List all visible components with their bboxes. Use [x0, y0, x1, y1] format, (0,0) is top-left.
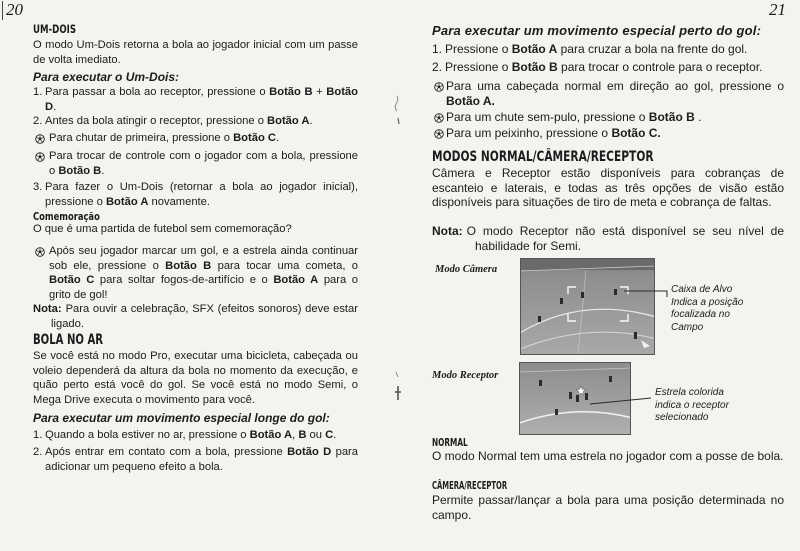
bold-term: Botão C	[233, 132, 276, 144]
soccer-ball-icon	[434, 129, 444, 139]
heading-text: UM-DOIS	[33, 22, 77, 36]
text-run: para trocar o controle para o receptor.	[557, 60, 763, 74]
text-run: Pressione o	[445, 42, 512, 56]
bold-term: Botão B	[648, 110, 695, 124]
bold-term: Botão A	[273, 274, 319, 287]
bold-term: Botão B	[511, 60, 558, 74]
text-run: Pressione o	[445, 60, 512, 74]
modo-camera-screenshot	[520, 258, 655, 355]
binding-edge-mark	[2, 1, 3, 20]
text-run: Após entrar em contato com a bola, pressione	[45, 446, 288, 458]
text-run: para adicionar um pequeno efeito a bola.	[45, 446, 358, 473]
perto-do-gol-bullet-1	[432, 79, 784, 108]
scan-artifact	[398, 118, 399, 124]
text-run: para cruzar a bola na frente do gol.	[557, 42, 748, 56]
bullet-text	[49, 131, 358, 146]
bullet-marker	[432, 79, 446, 108]
text-run: Para uma cabeçada normal em direção ao gol, pressione o	[446, 79, 784, 93]
bold-term: Botão B	[269, 86, 313, 98]
bullet-marker	[432, 126, 446, 141]
modos-note	[432, 224, 784, 253]
section-heading-modos	[432, 149, 784, 165]
bold-term: Botão A.	[446, 93, 495, 108]
bola-no-ar-step-1	[33, 428, 358, 443]
text-run: .	[309, 115, 313, 127]
bold-term: C	[325, 429, 334, 441]
step-text	[45, 180, 358, 209]
step-number: 2.	[33, 446, 43, 458]
section-heading-bola-no-ar	[33, 332, 358, 348]
bullet-text	[446, 79, 784, 108]
text-run: .	[101, 164, 105, 177]
text-run: Para um peixinho, pressione o	[446, 126, 612, 140]
bola-no-ar-intro: Se você está no modo Pro, executar uma bicicleta, cabeçada ou voleio dependerá da altura da bola no momento da execução, e quão perto está você do gol. Se você está no modo Semi, o Mega Drive executa o movimento para você.	[33, 350, 358, 407]
um-dois-bullet-2	[33, 149, 358, 178]
step-text	[445, 42, 784, 57]
step-number: 1.	[432, 42, 443, 56]
step-text	[45, 445, 358, 474]
scan-artifact	[395, 386, 401, 400]
step-number: 1.	[33, 86, 43, 98]
bullet-marker	[33, 131, 49, 146]
comemoracao-note	[33, 302, 358, 331]
text-run: .	[275, 132, 280, 144]
text-run: Antes da bola atingir o receptor, pressione o	[45, 115, 268, 127]
bold-term: B	[298, 429, 307, 441]
perto-do-gol-subheading: Para executar um movimento especial perto do gol:	[432, 23, 762, 38]
step-text	[445, 60, 784, 75]
bullet-marker	[33, 149, 49, 178]
page-number-right: 21	[769, 0, 786, 19]
text-run: Para passar a bola ao receptor, pressione o	[45, 86, 270, 98]
text-run: para soltar fogos-de-artifício e o	[94, 274, 274, 287]
heading-text: NORMAL	[432, 437, 468, 449]
text-run: novamente.	[148, 195, 210, 208]
receptor-figure-caption: Estrela colorida indica o receptor selecionado	[655, 387, 729, 424]
section-heading-camera-receptor	[432, 478, 784, 492]
comemoracao-question: O que é uma partida de futebol sem comemoração?	[33, 223, 292, 235]
modos-intro: Câmera e Receptor estão disponíveis para cobranças de escanteio e laterais, e todas as três opções de visão estão disponíveis para situações de tiro de meta e cobrança de faltas.	[432, 166, 784, 210]
text-run: Quando a bola estiver no ar, pressione o	[45, 429, 250, 441]
note-label: Nota:	[33, 303, 62, 315]
text-run: Para um chute sem-pulo, pressione o	[446, 110, 649, 124]
heading-text: Comemoração	[33, 210, 100, 223]
bold-term: Botão B	[58, 164, 102, 177]
perto-do-gol-bullet-2	[432, 110, 784, 125]
um-dois-step-2	[33, 114, 358, 129]
section-heading-normal	[432, 435, 784, 449]
heading-text: MODOS NORMAL/CÂMERA/RECEPTOR	[432, 149, 654, 165]
um-dois-bullet-1	[33, 131, 358, 146]
perto-do-gol-step-2	[432, 60, 784, 75]
step-number: 2.	[33, 115, 43, 127]
note-text: O modo Receptor não está disponível se seu nível de habilidade for Semi.	[466, 224, 784, 253]
bold-term: Botão A	[267, 115, 310, 127]
step-text	[45, 114, 358, 129]
bullet-text	[49, 244, 358, 303]
perto-do-gol-bullet-3	[432, 126, 784, 141]
bold-term: Botão A	[511, 42, 558, 56]
section-heading-um-dois	[33, 22, 358, 36]
text-run: Para fazer o Um-Dois (retornar a bola ao jogador inicial), pressione o	[45, 181, 358, 208]
step-text	[45, 85, 358, 114]
page-number-left: 20	[6, 0, 23, 19]
text-run: .	[694, 110, 702, 124]
bold-term: Botão C	[49, 274, 95, 287]
text-run: ou	[306, 429, 326, 441]
step-number: 3.	[33, 181, 43, 193]
note-text: Para ouvir a celebração, SFX (efeitos sonoros) deve estar ligado.	[51, 303, 358, 330]
step-text	[45, 428, 358, 443]
step-number: 1.	[33, 429, 43, 441]
perto-do-gol-step-1	[432, 42, 784, 57]
text-run: Para trocar de controle com o jogador com a bola, pressione o	[49, 150, 358, 177]
text-run: Após seu jogador marcar um gol, e a estrela ainda continuar sob ele, pressione o	[49, 245, 358, 272]
scan-artifact	[396, 372, 398, 377]
bullet-marker	[33, 244, 49, 303]
bullet-text	[49, 149, 358, 178]
bold-term: Botão A	[105, 195, 149, 208]
camera-figure-label: Modo Câmera	[435, 264, 498, 275]
bold-term: Botão D	[287, 446, 332, 458]
heading-text: CÂMERA/RECEPTOR	[432, 480, 508, 492]
um-dois-intro: O modo Um-Dois retorna a bola ao jogador inicial com um passe de volta imediato.	[33, 39, 358, 66]
soccer-ball-icon	[434, 82, 444, 92]
bold-term: Botão B	[165, 259, 212, 272]
bold-term: Botão A	[249, 429, 293, 441]
normal-text: O modo Normal tem uma estrela no jogador com a posse de bola.	[432, 449, 784, 463]
um-dois-step-3	[33, 180, 358, 209]
bold-term: Botão D	[45, 86, 358, 113]
step-number: 2.	[432, 60, 443, 74]
receptor-figure-label: Modo Receptor	[432, 370, 499, 381]
modo-receptor-screenshot	[519, 362, 631, 435]
heading-text: BOLA NO AR	[33, 332, 104, 348]
comemoracao-bullet	[33, 244, 358, 303]
text-run: Para chutar de primeira, pressione o	[49, 132, 234, 144]
soccer-ball-icon	[35, 152, 45, 162]
bullet-marker	[432, 110, 446, 125]
um-dois-step-1	[33, 85, 358, 114]
camera-receptor-text: Permite passar/lançar a bola para uma posição determinada no campo.	[432, 493, 784, 522]
scan-artifact	[395, 96, 398, 111]
text-run: para o grito de gol!	[49, 274, 359, 302]
note-label: Nota:	[432, 224, 463, 238]
bullet-text	[446, 126, 784, 141]
bola-no-ar-subheading: Para executar um movimento especial longe do gol:	[33, 411, 330, 425]
um-dois-subheading: Para executar o Um-Dois:	[33, 70, 180, 84]
text-run: .	[333, 429, 337, 441]
text-run: para tocar uma cometa, o	[211, 259, 358, 272]
section-heading-comemoracao	[33, 209, 358, 223]
bold-term: Botão C.	[611, 126, 661, 140]
soccer-ball-icon	[434, 113, 444, 123]
soccer-ball-icon	[35, 247, 45, 257]
text-run: +	[312, 86, 327, 98]
text-run: ,	[292, 429, 299, 441]
soccer-ball-icon	[35, 134, 45, 144]
bullet-text	[446, 110, 784, 125]
text-run: .	[53, 100, 57, 113]
bola-no-ar-step-2	[33, 445, 358, 474]
camera-figure-caption: Caixa de Alvo Indica a posição focalizada no Campo	[671, 284, 744, 333]
